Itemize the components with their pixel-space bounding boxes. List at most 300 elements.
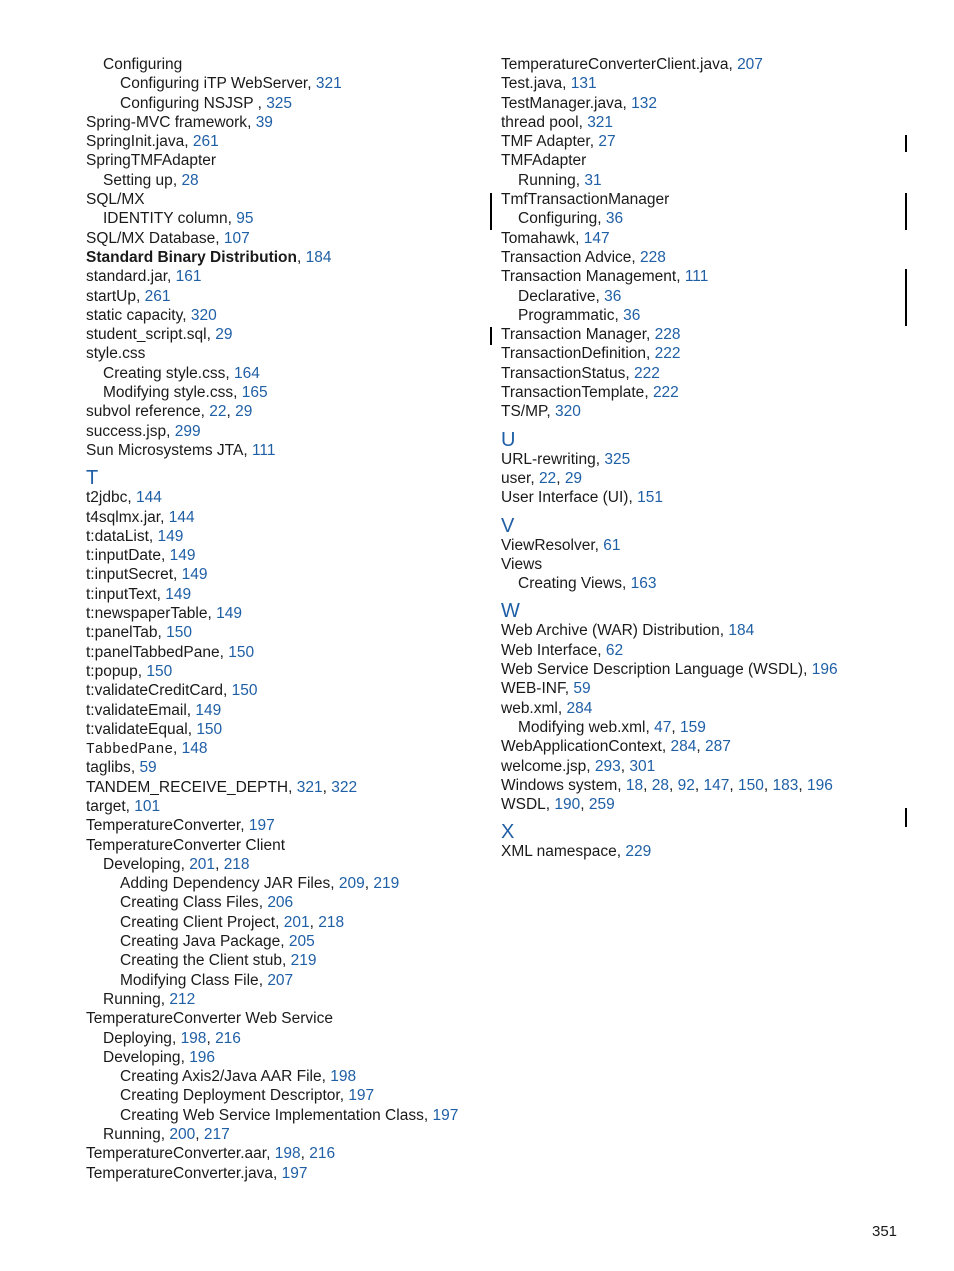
index-entry	[86, 344, 476, 363]
index-term: t:inputText	[86, 585, 157, 603]
page-link[interactable]: 28	[651, 776, 670, 794]
page-link[interactable]: 321	[587, 113, 614, 131]
index-term: student_script.sql	[86, 326, 207, 344]
index-entry	[501, 190, 901, 209]
page-link[interactable]: 284	[566, 699, 593, 717]
index-entry: t:newspaperTable, 149	[86, 605, 242, 623]
index-term: User Interface (UI)	[501, 489, 629, 507]
index-term: Modifying web.xml	[518, 718, 646, 736]
index-term: Creating Class Files	[120, 894, 259, 912]
index-term: Declarative	[518, 287, 596, 305]
index-entry: t:validateCreditCard, 150	[86, 682, 258, 700]
index-entry: Creating Client Project, 201, 218	[120, 913, 345, 931]
page-link[interactable]: 301	[629, 757, 656, 775]
index-entry: TemperatureConverter, 197	[86, 817, 275, 835]
index-term: Views	[501, 555, 543, 573]
index-entry: Adding Dependency JAR Files, 209, 219	[120, 875, 400, 893]
page-link[interactable]: 201	[189, 855, 216, 873]
page-link[interactable]: 150	[166, 624, 193, 642]
index-term: Configuring iTP WebServer	[120, 75, 308, 93]
page-link[interactable]: 29	[215, 326, 233, 344]
index-entry: t:popup, 150	[86, 662, 173, 680]
index-entry: TransactionDefinition, 222	[501, 345, 681, 363]
page-link[interactable]: 219	[290, 952, 317, 970]
index-entry	[86, 55, 476, 74]
index-term: TransactionTemplate	[501, 384, 645, 402]
index-term: Deploying	[103, 1029, 172, 1047]
index-entry: Configuring, 36	[518, 210, 624, 228]
index-term: SQL/MX	[86, 191, 145, 209]
page-link[interactable]: 144	[136, 489, 162, 507]
change-bar	[905, 269, 907, 326]
page-link[interactable]: 111	[684, 268, 709, 286]
index-term: target	[86, 797, 126, 815]
index-term: SpringTMFAdapter	[86, 152, 217, 170]
index-term: Creating Axis2/Java AAR File	[120, 1068, 322, 1086]
index-entry: Creating Web Service Implementation Class, 197	[120, 1106, 459, 1124]
index-entry: Declarative, 36	[518, 287, 622, 305]
index-entry: URL-rewriting, 325	[501, 450, 631, 468]
page-link[interactable]: 320	[190, 306, 217, 324]
page-link[interactable]: 36	[623, 306, 641, 324]
index-term: Tomahawk	[501, 229, 576, 247]
page-link[interactable]: 205	[288, 933, 315, 951]
page-link[interactable]: 197	[248, 817, 275, 835]
index-term: Configuring	[518, 210, 598, 228]
section-letter: T	[86, 467, 99, 490]
page-link[interactable]: 184	[728, 622, 755, 640]
index-entry: TS/MP, 320	[501, 403, 581, 421]
index-column-right	[501, 55, 901, 862]
page-link[interactable]: 216	[215, 1029, 241, 1047]
index-entry: static capacity, 320	[86, 306, 217, 324]
page-link[interactable]: 147	[583, 229, 610, 247]
page-link[interactable]: 149	[181, 566, 208, 584]
index-entry: Running, 200, 217	[103, 1126, 230, 1144]
page-link[interactable]: 62	[605, 641, 624, 659]
index-entry: WSDL, 190, 259	[501, 796, 615, 814]
index-term: TemperatureConverterClient.java	[501, 56, 729, 73]
page-link[interactable]: 198	[330, 1068, 357, 1086]
page-link[interactable]: 101	[134, 797, 161, 815]
section-letter: X	[501, 821, 515, 844]
page-link[interactable]: 228	[654, 326, 681, 344]
index-entry: WebApplicationContext, 284, 287	[501, 738, 731, 756]
index-term: Running	[103, 1126, 161, 1144]
page-link[interactable]: 197	[432, 1106, 459, 1124]
index-entry: Sun Microsystems JTA, 111	[86, 441, 276, 459]
index-entry: t2jdbc, 144	[86, 489, 162, 507]
page-link[interactable]: 27	[598, 133, 616, 151]
page-link[interactable]: 31	[584, 171, 602, 189]
page-link[interactable]: 261	[144, 287, 171, 305]
page-link[interactable]: 325	[604, 450, 631, 468]
page-link[interactable]: 61	[603, 536, 621, 554]
index-entry: XML namespace, 229	[501, 843, 652, 861]
index-term: Creating Client Project	[120, 913, 276, 931]
index-term: TmfTransactionManager	[501, 191, 670, 209]
index-entry: t:inputDate, 149	[86, 547, 196, 565]
index-entry: thread pool, 321	[501, 113, 614, 131]
page-link[interactable]: 228	[640, 248, 666, 266]
index-entry: Modifying style.css, 165	[103, 384, 268, 402]
index-entry: ViewResolver, 61	[501, 536, 621, 554]
index-entry	[501, 151, 901, 170]
page-link[interactable]: 299	[174, 422, 201, 440]
page-link[interactable]: 197	[348, 1087, 375, 1105]
change-bar	[905, 193, 907, 230]
index-entry: Developing, 196	[103, 1048, 216, 1066]
index-entry: Creating Class Files, 206	[120, 894, 294, 912]
page-link[interactable]: 197	[281, 1164, 308, 1182]
page-link[interactable]: 198	[274, 1145, 301, 1163]
index-term: user	[501, 469, 531, 487]
index-term: standard.jar	[86, 268, 167, 286]
index-entry: t:inputText, 149	[86, 585, 192, 603]
page-link[interactable]: 150	[228, 643, 255, 661]
index-term: thread pool	[501, 113, 579, 131]
index-entry: Spring-MVC framework, 39	[86, 113, 273, 131]
page-link[interactable]: 131	[570, 75, 597, 93]
index-entry: TabbedPane, 148	[86, 740, 208, 759]
page-link[interactable]: 29	[564, 469, 583, 487]
index-term: WEB-INF	[501, 680, 565, 698]
page-link[interactable]: 59	[573, 680, 591, 698]
index-term: t:panelTabbedPane	[86, 643, 220, 661]
index-term: t:inputDate	[86, 547, 161, 565]
index-entry: Test.java, 131	[501, 75, 597, 93]
index-entry: TANDEM_RECEIVE_DEPTH, 321, 322	[86, 778, 358, 796]
index-term: XML namespace	[501, 843, 617, 861]
index-term: Transaction Advice	[501, 248, 632, 266]
page-link[interactable]: 229	[625, 843, 652, 861]
index-entry: standard.jar, 161	[86, 268, 202, 286]
index-term: TestManager.java	[501, 94, 623, 112]
page-link[interactable]: 150	[146, 662, 173, 680]
index-term: t:inputSecret	[86, 566, 174, 584]
index-term: t:panelTab	[86, 624, 158, 642]
page-link[interactable]: 149	[157, 527, 184, 545]
index-term: Transaction Manager	[501, 326, 647, 344]
page-link[interactable]: 212	[169, 990, 196, 1008]
index-entry: Creating Deployment Descriptor, 197	[120, 1087, 375, 1105]
page-link[interactable]: 22	[538, 469, 557, 487]
index-term: TS/MP	[501, 403, 547, 421]
index-entry: t:validateEqual, 150	[86, 720, 223, 738]
index-term: TemperatureConverter Client	[86, 836, 286, 854]
index-entry: WEB-INF, 59	[501, 680, 591, 698]
page-link[interactable]: 150	[738, 776, 764, 794]
index-term: Running	[103, 990, 161, 1008]
index-term: Adding Dependency JAR Files	[120, 875, 331, 893]
page-link[interactable]: 207	[267, 971, 294, 989]
index-entry: Web Interface, 62	[501, 641, 624, 659]
page-link[interactable]: 196	[811, 661, 838, 679]
index-term: WebApplicationContext	[501, 738, 662, 756]
page-link[interactable]: 209	[338, 875, 365, 893]
index-term: t:validateEqual	[86, 720, 188, 738]
index-entry: Transaction Advice, 228	[501, 248, 666, 266]
index-term: TransactionDefinition	[501, 345, 647, 363]
index-entry: taglibs, 59	[86, 759, 157, 777]
index-entry: Configuring NSJSP , 325	[120, 94, 293, 112]
page-link[interactable]: 161	[175, 268, 202, 286]
index-entry: Creating the Client stub, 219	[120, 952, 317, 970]
page-number: 351	[872, 1223, 898, 1240]
index-term: Creating Web Service Implementation Class	[120, 1106, 424, 1124]
index-term: t:dataList	[86, 527, 149, 545]
index-entry: Modifying Class File, 207	[120, 971, 294, 989]
index-entry: TransactionTemplate, 222	[501, 384, 679, 402]
index-term: subvol reference	[86, 403, 201, 421]
index-term: TemperatureConverter.aar	[86, 1145, 267, 1163]
index-term: static capacity	[86, 306, 183, 324]
index-term: SQL/MX Database	[86, 229, 216, 247]
page-link[interactable]: 95	[236, 210, 254, 228]
index-entry: target, 101	[86, 797, 161, 815]
page-link[interactable]: 36	[604, 287, 622, 305]
page-link[interactable]: 36	[605, 210, 624, 228]
index-entry	[501, 555, 901, 574]
page-link[interactable]: 159	[680, 718, 706, 736]
page-link[interactable]: 183	[772, 776, 799, 794]
index-term: Creating Deployment Descriptor	[120, 1087, 340, 1105]
index-entry: TestManager.java, 132	[501, 94, 657, 112]
index-term: Modifying Class File	[120, 971, 259, 989]
index-term: Running	[518, 171, 576, 189]
index-term: t:validateEmail	[86, 701, 187, 719]
page-link[interactable]: 217	[203, 1126, 230, 1144]
page-link[interactable]: 144	[168, 508, 195, 526]
index-term: Creating Views	[518, 575, 622, 593]
change-bar	[490, 193, 492, 230]
index-entry	[86, 1009, 476, 1028]
page-link[interactable]: 28	[181, 171, 199, 189]
index-term: WSDL	[501, 796, 546, 814]
index-term: Transaction Management	[501, 268, 677, 286]
page-link[interactable]: 219	[373, 875, 400, 893]
index-term: t:popup	[86, 662, 138, 680]
section-letter: U	[501, 428, 516, 451]
index-entry: Setting up, 28	[103, 171, 199, 189]
page-link[interactable]: 198	[180, 1029, 207, 1047]
index-entry: Creating Views, 163	[518, 575, 657, 593]
index-entry: web.xml, 284	[501, 699, 593, 717]
index-term: Spring-MVC framework	[86, 113, 248, 131]
index-entry: Developing, 201, 218	[103, 855, 250, 873]
index-entry: Windows system, 18, 28, 92, 147, 150, 183, 196	[501, 776, 833, 794]
index-term: Configuring	[103, 56, 183, 73]
index-term: TemperatureConverter.java	[86, 1164, 273, 1182]
page-link[interactable]: 206	[267, 894, 294, 912]
page-link[interactable]: 164	[233, 364, 260, 382]
page-link[interactable]: 322	[331, 778, 358, 796]
page-link[interactable]: 222	[654, 345, 681, 363]
index-term: t4sqlmx.jar	[86, 508, 161, 526]
index-entry: Transaction Management, 111	[501, 268, 709, 286]
index-entry: Deploying, 198, 216	[103, 1029, 241, 1047]
index-entry: t:panelTab, 150	[86, 624, 193, 642]
index-term: TabbedPane	[86, 742, 174, 759]
page-link[interactable]: 149	[165, 585, 192, 603]
index-term: style.css	[86, 345, 146, 363]
index-term: Programmatic	[518, 306, 615, 324]
index-entry: IDENTITY column, 95	[103, 210, 254, 228]
index-term: Web Service Description Language (WSDL)	[501, 661, 804, 679]
index-entry: TemperatureConverterClient.java, 207	[501, 56, 763, 73]
page-link[interactable]: 222	[652, 384, 679, 402]
page-link[interactable]: 196	[807, 776, 833, 794]
index-term: SpringInit.java	[86, 133, 185, 151]
index-term: Web Archive (WAR) Distribution	[501, 622, 720, 640]
index-entry: Modifying web.xml, 47, 159	[518, 718, 706, 736]
index-term: ViewResolver	[501, 536, 595, 554]
index-entry: Creating style.css, 164	[103, 364, 260, 382]
section-letter: V	[501, 514, 515, 537]
page-link[interactable]: 149	[216, 605, 242, 623]
index-term: Setting up	[103, 171, 173, 189]
index-entry: t:inputSecret, 149	[86, 566, 208, 584]
index-term: startUp	[86, 287, 136, 305]
section-letter: W	[501, 600, 520, 623]
index-entry: SQL/MX Database, 107	[86, 229, 250, 247]
index-entry: TransactionStatus, 222	[501, 364, 660, 382]
index-term: success.jsp	[86, 422, 167, 440]
page-link[interactable]: 201	[283, 913, 310, 931]
index-term: t:newspaperTable	[86, 605, 208, 623]
page-link[interactable]: 218	[318, 913, 345, 931]
index-column-left	[86, 55, 476, 1183]
page-link[interactable]: 222	[633, 364, 660, 382]
index-term: Configuring NSJSP	[120, 94, 258, 112]
index-term: welcome.jsp	[501, 757, 587, 775]
index-term: Standard Binary Distribution	[86, 248, 297, 266]
index-entry: Tomahawk, 147	[501, 229, 610, 247]
page-link[interactable]: 287	[704, 738, 731, 756]
page-link[interactable]: 147	[703, 776, 730, 794]
page-link[interactable]: 196	[189, 1048, 216, 1066]
index-term: TMF Adapter	[501, 133, 590, 151]
index-term: Web Interface	[501, 641, 598, 659]
index-entry: Creating Axis2/Java AAR File, 198	[120, 1068, 357, 1086]
index-entry: subvol reference, 22, 29	[86, 403, 253, 421]
page-link[interactable]: 107	[223, 229, 250, 247]
page-link[interactable]: 47	[654, 718, 672, 736]
page-link[interactable]: 284	[670, 738, 697, 756]
index-term: Test.java	[501, 75, 563, 93]
page-link[interactable]: 321	[315, 75, 342, 93]
page-link[interactable]: 150	[196, 720, 223, 738]
change-bar	[490, 327, 492, 345]
index-entry: t:panelTabbedPane, 150	[86, 643, 255, 661]
index-term: taglibs	[86, 759, 131, 777]
page-link[interactable]: 148	[181, 740, 208, 758]
index-entry: Creating Java Package, 205	[120, 933, 315, 951]
index-term: t2jdbc	[86, 489, 128, 507]
index-term: TemperatureConverter Web Service	[86, 1010, 333, 1028]
page-link[interactable]: 59	[139, 759, 157, 777]
index-term: web.xml	[501, 699, 558, 717]
index-term: URL-rewriting	[501, 450, 596, 468]
index-entry: user, 22, 29	[501, 469, 583, 487]
page-link[interactable]: 149	[169, 547, 196, 565]
page-link[interactable]: 29	[235, 403, 253, 421]
index-entry: startUp, 261	[86, 287, 171, 305]
index-entry: Web Archive (WAR) Distribution, 184	[501, 622, 755, 640]
page-link[interactable]: 163	[630, 575, 657, 593]
index-entry: Web Service Description Language (WSDL), 196	[501, 661, 838, 679]
index-term: IDENTITY column	[103, 210, 228, 228]
page-link[interactable]: 22	[209, 403, 227, 421]
index-entry: TemperatureConverter.aar, 198, 216	[86, 1145, 336, 1163]
page-link[interactable]: 18	[625, 776, 644, 794]
index-entry	[86, 190, 476, 209]
page-link[interactable]: 190	[554, 796, 581, 814]
index-entry	[86, 151, 476, 170]
page-link[interactable]: 200	[169, 1126, 196, 1144]
change-bar	[905, 135, 907, 152]
index-term: Creating style.css	[103, 364, 226, 382]
index-entry: SpringInit.java, 261	[86, 133, 219, 151]
page-link[interactable]: 132	[631, 94, 657, 112]
index-term: Creating the Client stub	[120, 952, 282, 970]
page-link[interactable]: 218	[223, 855, 250, 873]
page-link[interactable]: 151	[637, 489, 663, 507]
index-term: Modifying style.css	[103, 384, 234, 402]
index-entry: student_script.sql, 29	[86, 326, 233, 344]
page-link[interactable]: 92	[677, 776, 695, 794]
index-entry: t:validateEmail, 149	[86, 701, 222, 719]
index-entry: t:dataList, 149	[86, 527, 184, 545]
page-link[interactable]: 165	[241, 384, 268, 402]
page-link[interactable]: 325	[266, 94, 293, 112]
index-entry: Programmatic, 36	[518, 306, 641, 324]
index-entry: Transaction Manager, 228	[501, 326, 681, 344]
index-entry: success.jsp, 299	[86, 422, 201, 440]
page-link[interactable]: 321	[296, 778, 323, 796]
index-term: t:validateCreditCard	[86, 682, 223, 700]
page-link[interactable]: 261	[192, 133, 219, 151]
index-term: TemperatureConverter	[86, 817, 241, 835]
page-link[interactable]: 150	[231, 682, 258, 700]
index-entry: Running, 31	[518, 171, 602, 189]
index-term: TransactionStatus	[501, 364, 626, 382]
index-entry	[86, 836, 476, 855]
index-entry: Configuring iTP WebServer, 321	[120, 75, 342, 93]
index-entry: TemperatureConverter.java, 197	[86, 1164, 308, 1182]
index-term: TANDEM_RECEIVE_DEPTH	[86, 778, 289, 796]
page-link[interactable]: 149	[195, 701, 222, 719]
index-term: Windows system	[501, 776, 618, 794]
index-term: Developing	[103, 1048, 181, 1066]
page-link[interactable]: 259	[588, 796, 615, 814]
index-entry: t4sqlmx.jar, 144	[86, 508, 195, 526]
index-entry: TMF Adapter, 27	[501, 133, 616, 151]
index-entry: User Interface (UI), 151	[501, 489, 663, 507]
index-term: TMFAdapter	[501, 152, 587, 170]
page-link[interactable]: 216	[309, 1145, 336, 1163]
page-link[interactable]: 39	[255, 113, 273, 131]
page-link[interactable]: 293	[594, 757, 621, 775]
index-entry: welcome.jsp, 293, 301	[501, 757, 656, 775]
page-link[interactable]: 111	[251, 441, 276, 459]
page-link[interactable]: 184	[305, 248, 332, 266]
page-link[interactable]: 320	[555, 403, 581, 421]
page-link[interactable]: 207	[737, 56, 763, 73]
index-entry: Standard Binary Distribution, 184	[86, 248, 332, 266]
change-bar	[905, 808, 907, 827]
index-term: Creating Java Package	[120, 933, 281, 951]
